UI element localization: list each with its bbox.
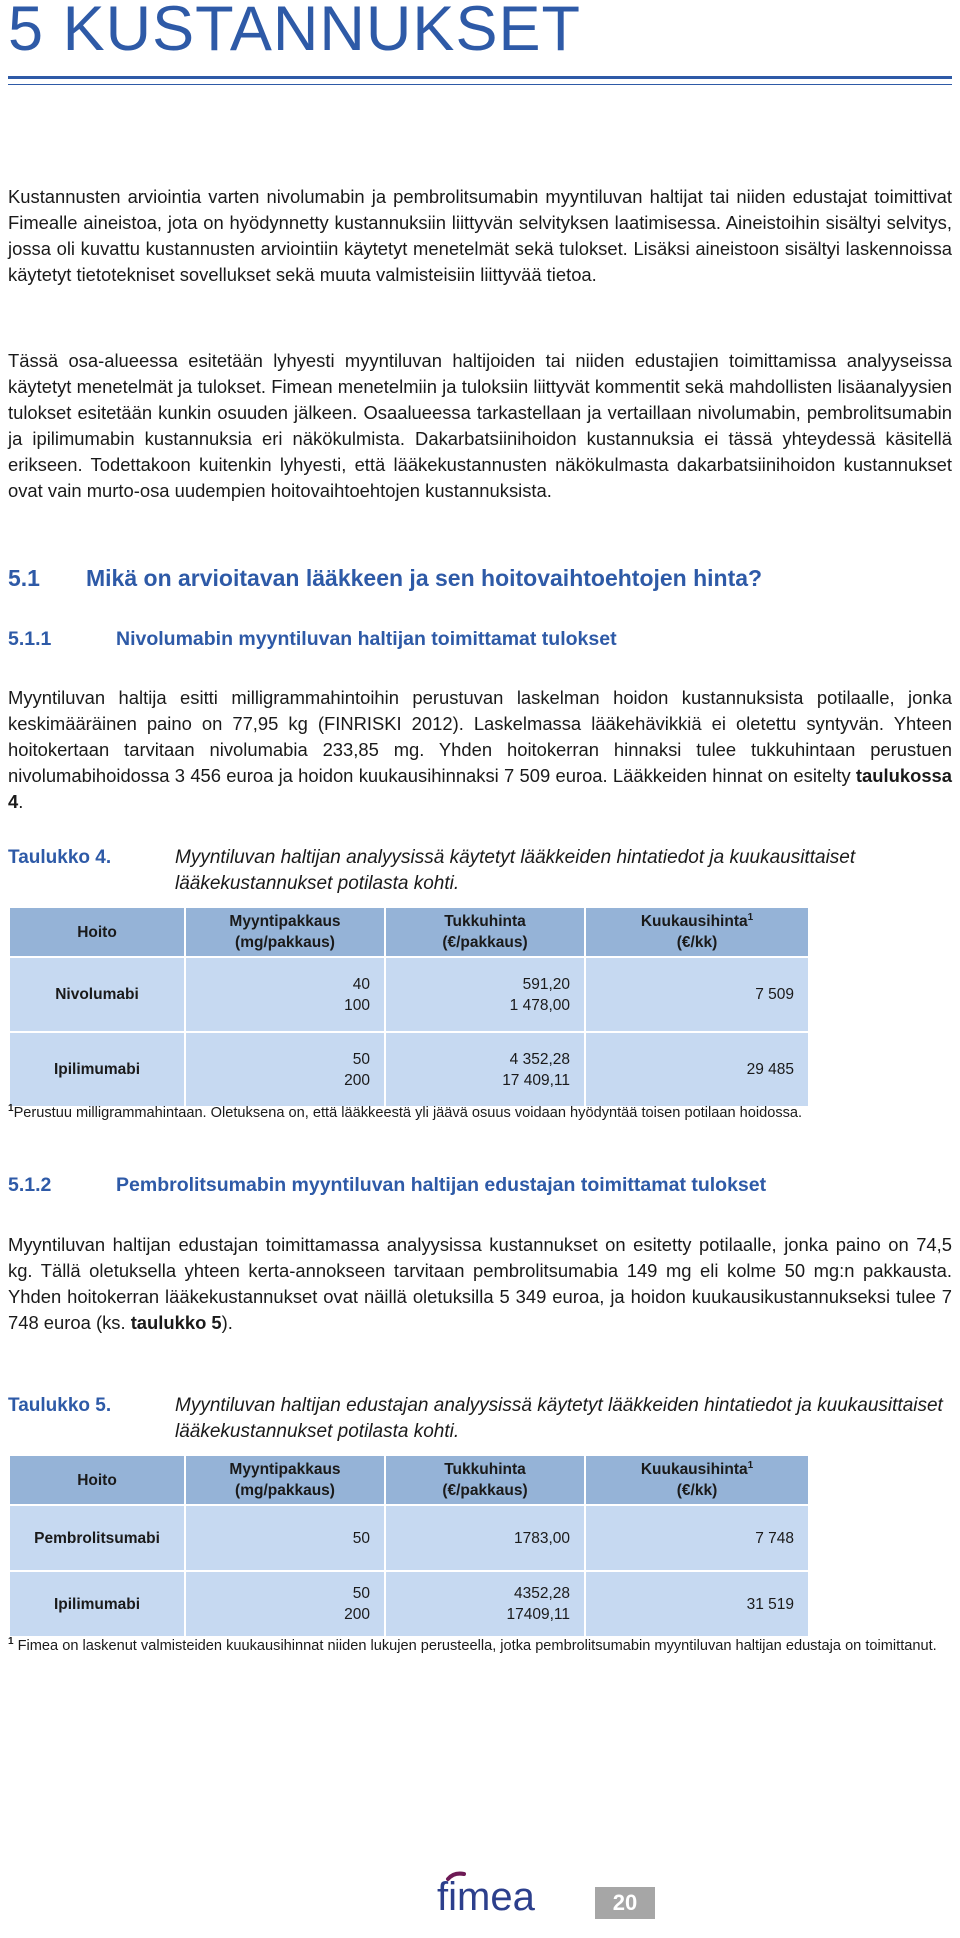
header-myyntipakkaus: Myyntipakkaus (mg/pakkaus) bbox=[185, 907, 385, 957]
table-4-reference: taulukossa 4 bbox=[8, 765, 952, 812]
header-kuukausihinta: Kuukausihinta$^1$ (€/kk) bbox=[585, 1455, 809, 1505]
table-row bbox=[9, 1032, 809, 1107]
logo-wordmark: fimea bbox=[437, 1875, 535, 1919]
section-5-1-1-paragraph: Myyntiluvan haltija esitti milligrammahintoihin perustuvan laskelman hoidon kustannuksista potilaalle, jonka keskimääräinen paino on 77,95 kg (FINRISKI 2012). Laskelmassa lääkehävikkiä ei oletettu syntyvän. Yhteen hoitokertaan tarvitaan nivolumabia 233,85 mg. Yhden hoitokerran hinnaksi tulee tukkuhintaan perustuen nivolumabihoidossa 3 456 euroa ja hoidon kuukausihinnaksi 7 509 euroa. Lääkkeiden hinnat on esitelty taulukossa 4. bbox=[8, 687, 952, 812]
section-5-1-1-heading bbox=[8, 626, 617, 652]
table-4-label: Taulukko 4. bbox=[8, 847, 112, 868]
chapter-number: 5 bbox=[8, 0, 45, 64]
header-tukkuhinta: Tukkuhinta (€/pakkaus) bbox=[385, 1455, 585, 1505]
drug-name-cell: Ipilimumabi bbox=[9, 1571, 185, 1637]
section-5-1-2-heading bbox=[8, 1172, 766, 1198]
intro-paragraph-2: Tässä osa-alueessa esitetään lyhyesti myyntiluvan haltijoiden tai niiden edustajien toimittamissa analyyseissa käytetyt menetelmät ja tulokset. Fimean menetelmiin ja tuloksiin liittyvät kommentit sekä mahdollisten lisäanalyysien tulokset esitetään kunkin osuuden jälkeen. Osaalueessa tarkastellaan ja vertaillaan nivolumabin, pembrolitsumabin ja ipilimumabin kustannuksia eri näkökulmista. Dakarbatsiinihoidon kustannuksia ei tässä yhteydessä käsitellä erikseen. Todettakoon kuitenkin lyhyesti, että lääkekustannusten näkökulmasta dakarbatsiinihoidon kustannukset ovat vain murto-osa uudempien hoitovaihtoehtojen kustannuksista. bbox=[8, 350, 952, 501]
monthly-price-cell: 7 748 bbox=[585, 1505, 809, 1571]
pack-size-cell: 50 200 bbox=[185, 1571, 385, 1637]
section-5-1-2-paragraph: Myyntiluvan haltijan edustajan toimittamassa analyysissa kustannukset on esitetty potilaalle, jonka paino on 74,5 kg. Tällä oletuksella yhteen kerta-annokseen tarvitaan pembrolitsumabia 149 mg eli kolme 50 mg:n pakkausta. Yhden hoitokerran lääkekustannukset ovat näillä oletuksilla 5 349 euroa, ja hoidon kuukausikustannukseksi tulee 7 748 euroa (ks. taulukko 5). bbox=[8, 1234, 952, 1333]
title-rule-thin bbox=[8, 84, 952, 85]
section-title: Nivolumabin myyntiluvan haltijan toimittamat tulokset bbox=[116, 628, 617, 650]
fimea-logo bbox=[434, 1870, 554, 1920]
section-title: Mikä on arvioitavan lääkkeen ja sen hoitovaihtoehtojen hinta? bbox=[86, 565, 763, 591]
drug-name-cell: Ipilimumabi bbox=[9, 1032, 185, 1107]
document-page bbox=[8, 0, 952, 1938]
table-4-caption-text: Myyntiluvan haltijan analyysissä käytetyt lääkkeiden hintatiedot ja kuukausittaiset lääkekustannukset potilasta kohti. bbox=[175, 847, 856, 894]
wholesale-price-cell: 591,20 1 478,00 bbox=[385, 957, 585, 1032]
table-5-header-row bbox=[9, 1455, 809, 1505]
drug-name-cell: Pembrolitsumabi bbox=[9, 1505, 185, 1571]
section-title: Pembrolitsumabin myyntiluvan haltijan edustajan toimittamat tulokset bbox=[116, 1174, 767, 1196]
page-number: 20 bbox=[595, 1887, 655, 1919]
header-myyntipakkaus: Myyntipakkaus (mg/pakkaus) bbox=[185, 1455, 385, 1505]
table-5-footnote: $^1$ Fimea on laskenut valmisteiden kuukausihinnat niiden lukujen perusteella, jotka pembrolitsumabin myyntiluvan haltijan edustaja on toimittanut. bbox=[8, 1636, 937, 1654]
header-tukkuhinta: Tukkuhinta (€/pakkaus) bbox=[385, 907, 585, 957]
chapter-title bbox=[8, 0, 581, 64]
pack-size-cell: 50 200 bbox=[185, 1032, 385, 1107]
table-4-footnote: $^1$Perustuu milligrammahintaan. Oletuksena on, että lääkkeestä yli jäävä osuus voidaan hyödyntää toisen potilaan hoidossa. bbox=[8, 1103, 803, 1121]
table-row bbox=[9, 1571, 809, 1637]
table-4-header-row bbox=[9, 907, 809, 957]
table-5-caption-text: Myyntiluvan haltijan edustajan analyysissä käytetyt lääkkeiden hintatiedot ja kuukausittaiset lääkekustannukset potilasta kohti. bbox=[175, 1395, 943, 1442]
monthly-price-cell: 31 519 bbox=[585, 1571, 809, 1637]
chapter-name: KUSTANNUKSET bbox=[62, 0, 581, 64]
header-kuukausihinta: Kuukausihinta$^1$ (€/kk) bbox=[585, 907, 809, 957]
table-4 bbox=[8, 906, 810, 1108]
drug-name-cell: Nivolumabi bbox=[9, 957, 185, 1032]
intro-paragraph-1: Kustannusten arviointia varten nivolumabin ja pembrolitsumabin myyntiluvan haltijat tai niiden edustajat toimittivat Fimealle aineistoa, jota on hyödynnetty kustannuksiin liittyvän selvityksen laatimisessa. Aineistoihin sisältyi selvitys, jossa oli kuvattu kustannusten arviointiin käytetyt menetelmät sekä tulokset. Lisäksi aineistoon sisältyi laskennoissa käytetyt tietotekniset sovellukset sekä muuta valmisteisiin liittyvää tietoa. bbox=[8, 186, 952, 285]
title-rule-thick bbox=[8, 76, 952, 79]
pack-size-cell: 40 100 bbox=[185, 957, 385, 1032]
section-number: 5.1.2 bbox=[8, 1174, 52, 1196]
header-hoito: Hoito bbox=[9, 907, 185, 957]
table-5 bbox=[8, 1454, 810, 1638]
wholesale-price-cell: 1783,00 bbox=[385, 1505, 585, 1571]
table-row bbox=[9, 1505, 809, 1571]
table-5-label: Taulukko 5. bbox=[8, 1395, 112, 1416]
section-number: 5.1.1 bbox=[8, 628, 52, 650]
wholesale-price-cell: 4352,28 17409,11 bbox=[385, 1571, 585, 1637]
wholesale-price-cell: 4 352,28 17 409,11 bbox=[385, 1032, 585, 1107]
section-number: 5.1 bbox=[8, 565, 40, 591]
table-row bbox=[9, 957, 809, 1032]
section-5-1-heading bbox=[8, 563, 762, 593]
pack-size-cell: 50 bbox=[185, 1505, 385, 1571]
monthly-price-cell: 29 485 bbox=[585, 1032, 809, 1107]
header-hoito: Hoito bbox=[9, 1455, 185, 1505]
table-5-reference: taulukko 5 bbox=[130, 1312, 222, 1333]
monthly-price-cell: 7 509 bbox=[585, 957, 809, 1032]
